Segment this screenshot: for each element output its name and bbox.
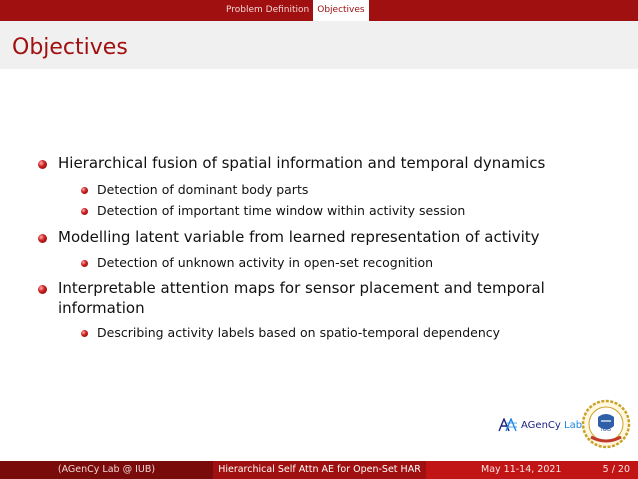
nav-item-problem-definition[interactable]: Problem Definition (226, 5, 310, 15)
agency-lab-logo (498, 418, 582, 432)
bullet-marker (38, 285, 47, 294)
sub-bullet-item: Detection of unknown activity in open-set recognition (97, 255, 434, 270)
sub-bullet-item: Detection of dominant body parts (97, 182, 309, 197)
bullet-item-line2: information (58, 299, 145, 317)
bullet-item: Modelling latent variable from learned representation of activity (58, 228, 540, 246)
agency-logo-text (521, 420, 582, 431)
iub-seal-icon (581, 399, 631, 449)
sub-bullet-item: Describing activity labels based on spatio-temporal dependency (97, 325, 501, 340)
footer-title: Hierarchical Self Attn AE for Open-Set HAR (213, 461, 426, 479)
bullet-marker (38, 234, 47, 243)
page-number: 5 / 20 (602, 464, 630, 475)
agency-logo-icon (498, 418, 518, 432)
sub-bullet-marker (81, 330, 88, 337)
top-navigation-bar (0, 0, 638, 21)
sub-bullet-marker (81, 208, 88, 215)
bullet-marker (38, 160, 47, 169)
sub-bullet-marker (81, 260, 88, 267)
footer-author: (AGenCy Lab @ IUB) (0, 461, 213, 479)
agency-logo-word: AGenCy (521, 419, 561, 431)
sub-bullet-marker (81, 187, 88, 194)
footer-right (426, 461, 638, 479)
slide-title: Objectives (12, 35, 128, 60)
section-nav (222, 0, 369, 21)
sub-bullet-item: Detection of important time window within activity session (97, 203, 466, 218)
footer-date: May 11-14, 2021 (481, 464, 562, 475)
footer (0, 461, 638, 479)
nav-item-objectives[interactable]: Objectives (313, 0, 368, 21)
bullet-item: Hierarchical fusion of spatial information and temporal dynamics (58, 154, 546, 172)
agency-logo-lab-word: Lab (564, 419, 583, 431)
seal-text: IUB (600, 426, 612, 433)
bullet-item-line1: Interpretable attention maps for sensor placement and temporal (58, 279, 545, 297)
